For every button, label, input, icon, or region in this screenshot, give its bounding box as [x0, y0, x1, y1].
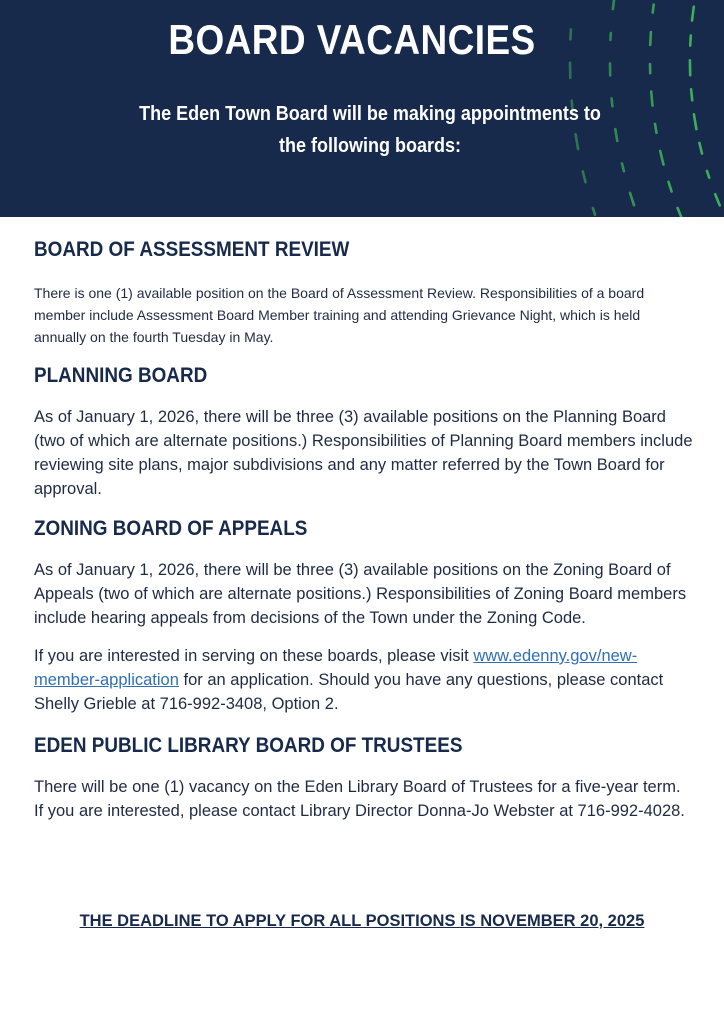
- dash-mark: [653, 5, 654, 13]
- section-text: As of January 1, 2026, there will be three (3) available positions on the Planning Board (two of which are alternate positions.) Responsibilities of Planning Board members include reviewing site plans, major subdivisions and any matter referred by the Town Board for approval.: [34, 408, 693, 498]
- main-content: [34, 238, 694, 823]
- dash-mark: [699, 143, 702, 154]
- header-banner: [0, 0, 724, 217]
- application-link[interactable]: www.edenny.gov/new-member-application: [34, 647, 638, 689]
- dash-mark: [655, 124, 657, 133]
- application-paragraph: [34, 644, 694, 716]
- section-text: There will be one (1) vacancy on the Eden Library Board of Trustees for a five-year term. If you are interested, please contact Library Director Donna-Jo Webster at 716-992-4028.: [34, 778, 685, 820]
- dash-mark: [660, 151, 663, 165]
- dash-mark: [678, 208, 684, 217]
- section-heading: ZONING BOARD OF APPEALS: [34, 517, 308, 540]
- dash-mark: [612, 98, 613, 106]
- dash-mark: [630, 193, 634, 205]
- section-text: There is one (1) available position on the Board of Assessment Review. Responsibilities of a board member include Assessment Board Member training and attending Grievance Night, which is held annually on the fourth Tuesday in May.: [34, 285, 645, 345]
- section-planning-board: [34, 364, 694, 501]
- section-library-board: [34, 734, 694, 823]
- dash-mark: [707, 171, 709, 178]
- section-assessment-review: [34, 238, 694, 348]
- application-text-after: for an application. Should you have any questions, please contact Shelly Grieble at 716-992-3408, Option 2.: [34, 671, 664, 713]
- dash-mark: [692, 7, 694, 21]
- banner-subtitle-line-2: the following boards:: [279, 135, 461, 157]
- page-title: BOARD VACANCIES: [168, 16, 536, 63]
- section-heading: BOARD OF ASSESSMENT REVIEW: [34, 238, 350, 261]
- dash-mark: [669, 182, 672, 192]
- dash-mark: [694, 114, 697, 129]
- banner-subtitle-line-1: The Eden Town Board will be making appointments to: [139, 103, 601, 125]
- dash-mark: [615, 129, 617, 141]
- dash-mark: [715, 194, 720, 205]
- dash-mark: [583, 172, 586, 183]
- section-heading: EDEN PUBLIC LIBRARY BOARD OF TRUSTEES: [34, 734, 463, 757]
- deadline-notice: THE DEADLINE TO APPLY FOR ALL POSITIONS IS NOVEMBER 20, 2025: [79, 912, 645, 930]
- banner-subtitle: [136, 98, 604, 162]
- dash-mark: [651, 92, 652, 106]
- section-zoning-board: [34, 517, 694, 630]
- section-heading: PLANNING BOARD: [34, 364, 208, 387]
- dash-mark: [691, 89, 692, 100]
- dash-mark: [690, 36, 691, 46]
- section-text: As of January 1, 2026, there will be three (3) available positions on the Zoning Board of Appeals (two of which are alternate positions.) Responsibilities of Zoning Board members include hearing appeals from decisions of the Town under the Zoning Code.: [34, 561, 687, 627]
- dash-mark: [613, 0, 614, 9]
- dash-mark: [593, 208, 595, 215]
- dash-mark: [622, 164, 624, 172]
- application-text-before: If you are interested in serving on these boards, please visit: [34, 647, 474, 665]
